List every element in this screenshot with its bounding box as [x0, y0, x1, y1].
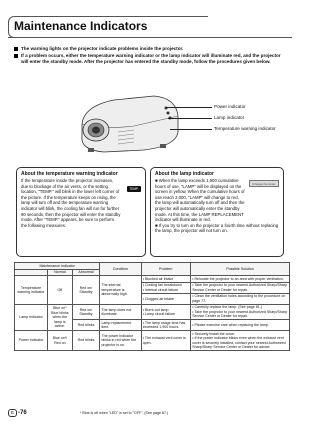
power-indicator-callout: Power indicator	[214, 104, 246, 109]
indicator-table	[14, 262, 290, 351]
table-header: Possible Solution	[191, 263, 290, 276]
temp-indicator-callout: Temperature warning indicator	[214, 126, 276, 131]
table-footnote: * Blue is off when "LED" is set to "OFF". (See page 67.)	[80, 411, 169, 415]
projector-illustration	[74, 86, 184, 158]
table-row: Temperature warning indicator Off Red on/ Standby The internal temperature is abnormally high. • Blocked air intake • Relocate the projector to an area with proper ventilation.	[15, 276, 290, 283]
lamp-info-box	[150, 167, 284, 257]
temperature-info-box	[16, 167, 146, 257]
table-subheader: Abnormal	[72, 269, 100, 276]
callout-line	[170, 129, 212, 130]
table-header: Maintenance Indicator	[15, 263, 100, 270]
table-row: Power indicator Blue on*/ Red on Red blinks The power indicator blinks in red when the projector is on. • The exhaust vent cover is open. • Securely install the cover. • If the power indicator blinks even when the exhaust vent cover is securely installed, contact your nearest Authorized Sharp/Sharp Service Center or Dealer for advice.	[15, 331, 290, 351]
box-item: ■ If you try to turn on the projector a fourth time without replacing the lamp, the projector will not turn on.	[155, 222, 279, 234]
table-header: Condition	[100, 263, 141, 276]
box-body: If the temperature inside the projector increases, due to blockage of the air vents, or the setting location, "TEMP." will blink in the lower left corner of the picture. If the temperature keeps on rising, the lamp will turn off and the temperature warning indicator will blink, the cooling fan will run for further 90 seconds, then the projector will enter the standby mode. After "TEMP." appears, be sure to perform the following measures.	[21, 178, 121, 228]
language-tag: E	[8, 409, 17, 417]
callout-line	[168, 118, 212, 119]
lamp-indicator-callout: Lamp indicator	[214, 115, 245, 120]
bullet-item: If a problem occurs, either the temperature warning indicator or the lamp indicator will illuminate red, and the projector will enter the standby mode. After the projector has entered the standby mode, follow the procedures given below.	[14, 53, 288, 65]
table-row: • Clogged air intake • Clean the ventilation holes according to the procedure on page 77.	[15, 293, 290, 304]
table-row: • Cooling fan breakdown • Internal circuit failure • Take the projector to your nearest Authorized Sharp/Sharp Service Center or Dealer for repair.	[15, 282, 290, 293]
temp-badge: TEMP.	[127, 186, 141, 192]
title-underline	[8, 37, 292, 39]
section-title-bar	[8, 16, 292, 38]
page-number	[8, 409, 27, 417]
box-heading: About the temperature warning indicator	[21, 171, 118, 177]
intro-bullets	[14, 46, 288, 66]
box-heading: About the lamp indicator	[155, 171, 214, 177]
page-number-value: -76	[18, 410, 27, 416]
table-subheader: Normal	[48, 269, 73, 276]
table-header: Problem	[141, 263, 191, 276]
lamp-message-badge: Change the lamp.	[249, 180, 279, 187]
box-item: ■ When the lamp exceeds 1,900 cumulative hours of use, "LAMP" will be displayed on the screen in yellow. When the cumulative hours of use reach 2,000, "LAMP" will change to red, the lamp will automatically turn off and then the projector will automatically enter the standby mode. At this time, the LAMP REPLACEMENT indicator will illuminate in red.	[155, 178, 245, 223]
table-row: Lamp indicator Blue on* Blue blinks when the lamp is active. Red on/ Standby The lamp does not illuminate. • Burnt-out lamp • Lamp circuit failure • Carefully replace the lamp. (See page 81.) • Take the projector to your nearest Authorized Sharp/Sharp Service Center or Dealer for repair.	[15, 304, 290, 319]
bullet-item: The warning lights on the projector indicate problems inside the projector.	[14, 46, 288, 52]
page-title: Maintenance Indicators	[14, 19, 148, 33]
callout-line	[166, 107, 212, 108]
table-row: Red blinks Lamp replacement time. • The lamp usage time has exceeded 1,900 hours. • Please exercise care when replacing the lamp.	[15, 320, 290, 331]
